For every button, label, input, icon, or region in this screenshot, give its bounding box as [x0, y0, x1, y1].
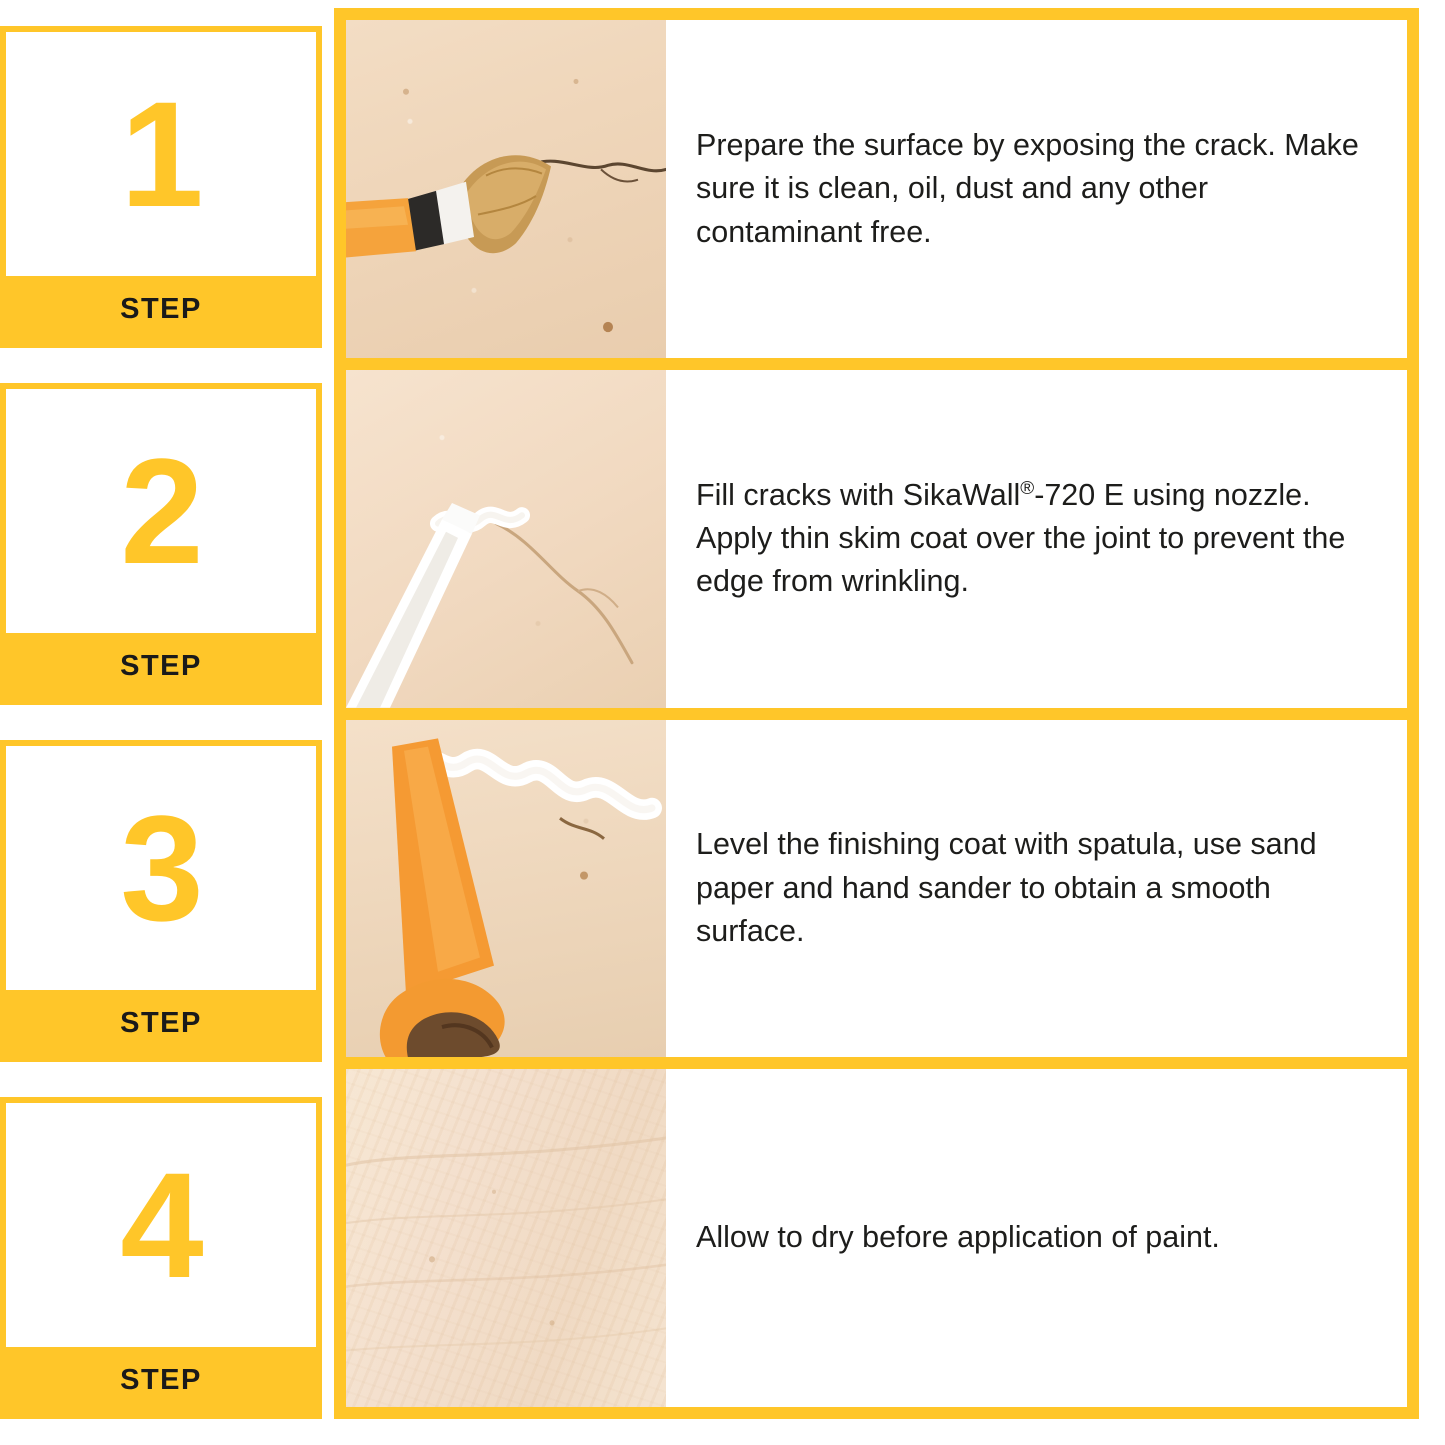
step-image-3	[346, 720, 666, 1058]
step-label-1: STEP	[6, 276, 316, 342]
step-image-4	[346, 1069, 666, 1407]
step-description-3: Level the finishing coat with spatula, use sand paper and hand sander to obtain a smooth surface.	[696, 827, 1317, 949]
step-text-cell-4	[666, 1069, 1407, 1407]
step-number-1: 1	[120, 70, 202, 238]
step-description-4: Allow to dry before application of paint.	[696, 1220, 1220, 1255]
step-description-1: Prepare the surface by exposing the crack. Make sure it is clean, oil, dust and any other contaminant free.	[696, 127, 1359, 249]
step-row-1	[346, 20, 1407, 370]
step-badge-3	[0, 740, 322, 1062]
step-text-cell-3	[666, 720, 1407, 1058]
step-label-4: STEP	[6, 1347, 316, 1413]
step-badge-2	[0, 383, 322, 705]
step-text-cell-2	[666, 370, 1407, 708]
step-number-3: 3	[120, 784, 202, 952]
step-label-3: STEP	[6, 990, 316, 1056]
step-badge-4	[0, 1097, 322, 1419]
step-badge-1	[0, 26, 322, 348]
step-row-2	[346, 370, 1407, 720]
step-number-2: 2	[120, 427, 202, 595]
steps-panel	[334, 8, 1419, 1419]
step-number-4: 4	[120, 1141, 202, 1309]
brush-cleaning-crack-illustration	[346, 20, 666, 358]
dried-smooth-wall-illustration	[346, 1069, 666, 1407]
step-badge-column	[0, 0, 322, 1445]
step-text-cell-1	[666, 20, 1407, 358]
step-image-1	[346, 20, 666, 358]
step-row-4	[346, 1069, 1407, 1407]
spatula-leveling-illustration	[346, 720, 666, 1058]
step-label-2: STEP	[6, 633, 316, 699]
step-description-2: Fill cracks with SikaWall®-720 E using nozzle. Apply thin skim coat over the joint to prevent the edge from wrinkling.	[696, 477, 1346, 599]
step-image-2	[346, 370, 666, 708]
step-row-3	[346, 720, 1407, 1070]
registered-mark: ®	[1020, 477, 1035, 499]
nozzle-filling-crack-illustration	[346, 370, 666, 708]
